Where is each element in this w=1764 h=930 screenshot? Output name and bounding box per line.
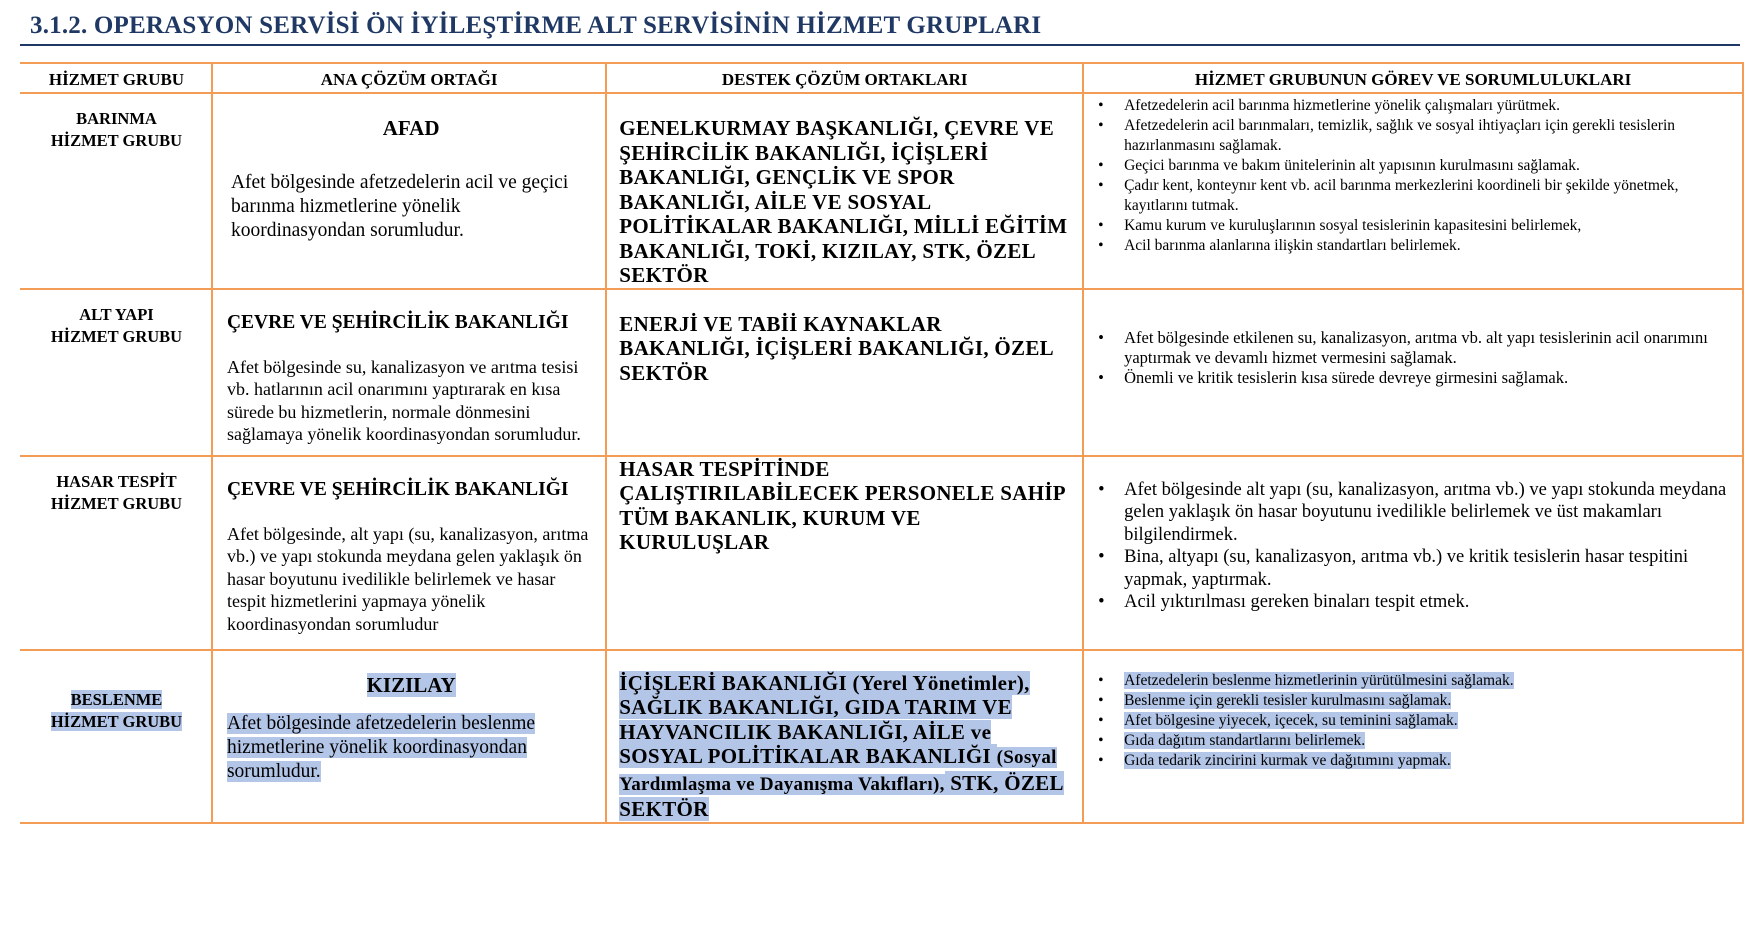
list-item xyxy=(1124,711,1732,731)
group-name: HASAR TESPİT xyxy=(56,471,177,491)
list-item-text: Afetzedelerin beslenme hizmetlerinin yürütülmesini sağlamak. xyxy=(1124,671,1514,689)
group-label: HİZMET GRUBU xyxy=(50,326,183,346)
ana-title: ÇEVRE VE ŞEHİRCİLİK BAKANLIĞI xyxy=(226,478,569,500)
list-item: • Afet bölgesinde etkilenen su, kanalizasyon, arıtma vb. alt yapı tesislerinin acil onarımını yaptırmak ve devamlı hizmet vermesini sağlamak. xyxy=(1124,328,1732,368)
service-groups-table xyxy=(20,62,1744,824)
gorev-cell xyxy=(1083,456,1743,650)
list-item: • Çadır kent, konteynır kent vb. acil barınma merkezlerini koordineli bir şekilde yönetmek, kayıtlarını tutmak. xyxy=(1124,176,1732,216)
gorev-cell xyxy=(1083,93,1743,289)
list-item: • Afetzedelerin acil barınmaları, temizlik, sağlık ve sosyal ihtiyaçları için gerekli tesislerin hazırlanmasını sağlamak. xyxy=(1124,116,1732,156)
group-label: HİZMET GRUBU xyxy=(50,131,183,150)
destek-text xyxy=(619,671,1072,822)
ana-cell xyxy=(212,93,606,289)
list-item xyxy=(1124,671,1732,691)
destek-main: İÇİŞLERİ BAKANLIĞI (Yerel Yönetimler), SAĞLIK BAKANLIĞI, GIDA TARIM VE HAYVANCILIK BAKANLIĞI, AİLE ve SOSYAL POLİTİKALAR BAKANLIĞI xyxy=(619,670,1030,768)
duties-list xyxy=(1094,328,1732,388)
list-item: • Acil barınma alanlarına ilişkin standartları belirlemek. xyxy=(1124,236,1732,256)
ana-title xyxy=(227,673,595,698)
ana-cell xyxy=(212,650,606,823)
header-ana: ANA ÇÖZÜM ORTAĞI xyxy=(212,63,606,93)
group-label: HİZMET GRUBU xyxy=(50,493,183,513)
group-label: HİZMET GRUBU xyxy=(50,711,183,731)
destek-cell xyxy=(606,289,1083,456)
ana-cell xyxy=(212,456,606,650)
header-row xyxy=(21,63,1743,93)
duties-list xyxy=(1094,96,1732,256)
page-title: 3.1.2. OPERASYON SERVİSİ ÖN İYİLEŞTİRME ALT SERVİSİNİN HİZMET GRUPLARI xyxy=(30,12,1042,39)
list-item-text: Gıda dağıtım standartlarını belirlemek. xyxy=(1124,731,1366,749)
list-item: • Afetzedelerin acil barınma hizmetlerine yönelik çalışmaları yürütmek. xyxy=(1124,96,1732,116)
list-item: • Afet bölgesinde alt yapı (su, kanalizasyon, arıtma vb.) ve yapı stokunda meydana gelen yaklaşık ön hasar boyutunu ivedilikle belirlemek ve üst makamları bilgilendirmek. xyxy=(1124,479,1732,547)
group-cell xyxy=(21,93,212,289)
group-cell xyxy=(21,289,212,456)
duties-list xyxy=(1094,671,1732,771)
destek-cell xyxy=(606,650,1083,823)
ana-cell xyxy=(212,289,606,456)
list-item: • Acil yıktırılması gereken binaları tespit etmek. xyxy=(1124,591,1732,614)
list-item xyxy=(1124,731,1732,751)
group-name: BARINMA xyxy=(76,109,157,128)
list-item-text: Gıda tedarik zincirini kurmak ve dağıtımını yapmak. xyxy=(1124,751,1451,769)
gorev-cell xyxy=(1083,650,1743,823)
ana-title: ÇEVRE VE ŞEHİRCİLİK BAKANLIĞI xyxy=(226,311,569,333)
group-name: BESLENME xyxy=(70,689,163,709)
header-gorev: HİZMET GRUBUNUN GÖREV VE SORUMLULUKLARI xyxy=(1083,63,1743,93)
group-cell xyxy=(21,650,212,823)
gorev-cell xyxy=(1083,289,1743,456)
list-item: • Kamu kurum ve kuruluşlarının sosyal tesislerinin kapasitesini belirlemek, xyxy=(1124,216,1732,236)
list-item: • Geçici barınma ve bakım ünitelerinin alt yapısının kurulmasını sağlamak. xyxy=(1124,156,1732,176)
duties-list xyxy=(1094,479,1732,614)
list-item: • Önemli ve kritik tesislerin kısa sürede devreye girmesini sağlamak. xyxy=(1124,368,1732,388)
destek-tail: STK, ÖZEL SEKTÖR xyxy=(619,770,1064,821)
destek-sub: (Sosyal Yardımlaşma ve Dayanışma Vakıfları), xyxy=(619,747,1057,795)
destek-text: ENERJİ VE TABİİ KAYNAKLAR BAKANLIĞI, İÇİŞLERİ BAKANLIĞI, ÖZEL SEKTÖR xyxy=(619,311,1053,385)
ana-title-text: KIZILAY xyxy=(366,672,456,697)
destek-text: GENELKURMAY BAŞKANLIĞI, ÇEVRE VE ŞEHİRCİLİK BAKANLIĞI, İÇİŞLERİ BAKANLIĞI, GENÇLİK VE SPOR BAKANLIĞI, AİLE VE SOSYAL POLİTİKALAR BAKANLIĞI, MİLLİ EĞİTİM BAKANLIĞI, TOKİ, KIZILAY, STK, ÖZEL SEKTÖR xyxy=(619,116,1068,287)
destek-cell xyxy=(606,456,1083,650)
title-underline xyxy=(20,44,1740,46)
table-row xyxy=(21,456,1743,650)
header-destek: DESTEK ÇÖZÜM ORTAKLARI xyxy=(606,63,1083,93)
list-item xyxy=(1124,751,1732,771)
ana-desc xyxy=(227,712,595,784)
table-row xyxy=(21,650,1743,823)
ana-desc: Afet bölgesinde afetzedelerin acil ve geçici barınma hizmetlerine yönelik koordinasyondan sorumludur. xyxy=(230,172,569,241)
group-cell xyxy=(21,456,212,650)
table-row xyxy=(21,93,1743,289)
list-item-text: Beslenme için gerekli tesisler kurulmasını sağlamak. xyxy=(1124,691,1452,709)
list-item: • Bina, altyapı (su, kanalizasyon, arıtma vb.) ve kritik tesislerin hasar tespitini yapmak, yaptırmak. xyxy=(1124,546,1732,591)
ana-desc: Afet bölgesinde, alt yapı (su, kanalizasyon, arıtma vb.) ve yapı stokunda meydana gelen yaklaşık ön hasar boyutunu ivedilikle belirlemek ve hasar tespit hizmetlerini yapmaya yönelik koordinasyondan sorumludur xyxy=(226,523,589,634)
list-item xyxy=(1124,691,1732,711)
header-group: HİZMET GRUBU xyxy=(21,63,212,93)
ana-desc: Afet bölgesinde su, kanalizasyon ve arıtma tesisi vb. hatlarının acil onarımını yaptırarak en kısa sürede bu hizmetlerin, normale dönmesini sağlamaya yönelik koordinasyondan sorumludur. xyxy=(226,356,581,444)
destek-cell xyxy=(606,93,1083,289)
list-item-text: Afet bölgesine yiyecek, içecek, su teminini sağlamak. xyxy=(1124,711,1458,729)
table-row xyxy=(21,289,1743,456)
ana-desc-text: Afet bölgesinde afetzedelerin beslenme hizmetlerine yönelik koordinasyondan sorumludur. xyxy=(226,712,536,782)
ana-title: AFAD xyxy=(382,116,440,140)
destek-text: HASAR TESPİTİNDE ÇALIŞTIRILABİLECEK PERSONELE SAHİP TÜM BAKANLIK, KURUM VE KURULUŞLAR xyxy=(619,456,1065,554)
group-name: ALT YAPI xyxy=(79,304,154,324)
